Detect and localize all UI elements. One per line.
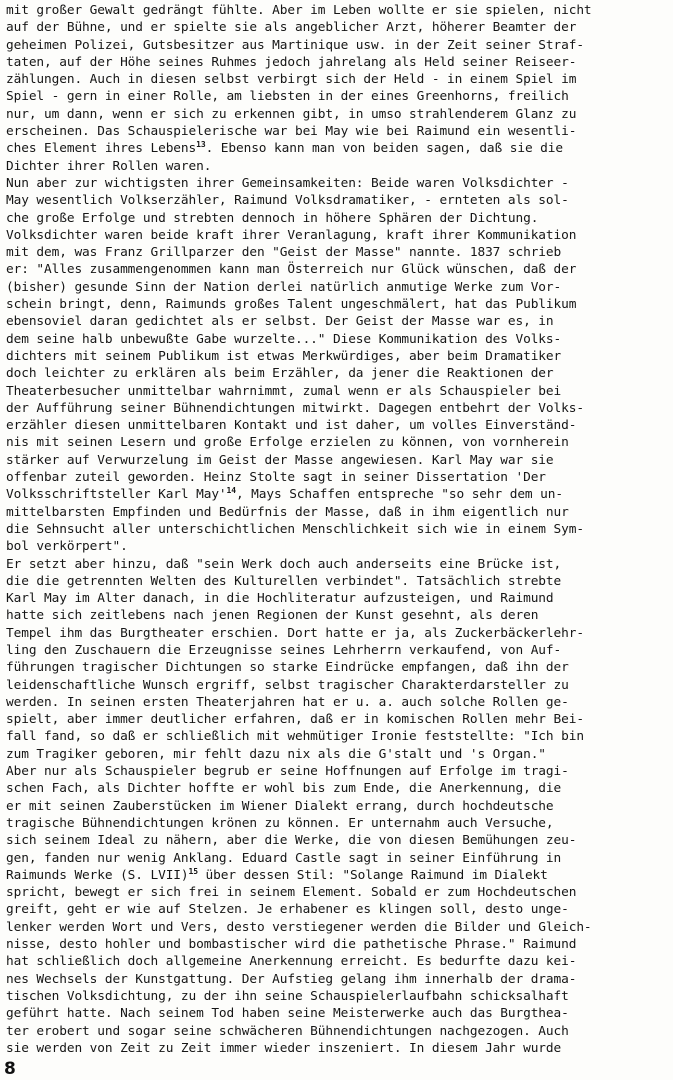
text-line	[6, 867, 670, 884]
text-segment: ches Element ihres Lebens	[6, 141, 197, 157]
text-line: (bisher) gesunde Sinn der Nation derlei natürlich anmutige Werke zum Vor-	[6, 279, 562, 295]
text-line: ter erobert und sogar seine schwächeren Bühnendichtungen nachgezogen. Auch	[6, 1023, 569, 1039]
text-line: nes Wechsels der Kunstgattung. Der Aufstieg gelang ihm innerhalb der drama-	[6, 971, 577, 987]
text-line: ebensoviel daran gedichtet als er selbst. Der Geist der Masse war es, in	[6, 314, 554, 330]
text-line: leidenschaftliche Wunsch ergriff, selbst tragischer Charakterdarsteller zu	[6, 677, 569, 693]
text-line: geheimen Polizei, Gutsbesitzer aus Martinique usw. in der Zeit seiner Straf-	[6, 37, 584, 53]
text-line: lenker werden Wort und Vers, desto verstiegener werden die Bilder und Gleich-	[6, 919, 592, 935]
text-line	[6, 140, 670, 157]
text-line: geführt hatte. Nach seinem Tod haben seine Meisterwerke auch das Burgthea-	[6, 1006, 569, 1022]
text-line: Dichter ihrer Rollen waren.	[6, 158, 212, 174]
text-segment: Volksschriftsteller Karl May'	[6, 487, 227, 503]
text-line: schein bringt, denn, Raimunds großes Talent ungeschmälert, hat das Publikum	[6, 297, 577, 313]
text-line: mit großer Gewalt gedrängt fühlte. Aber im Leben wollte er sie spielen, nicht	[6, 3, 592, 18]
text-line: spricht, bewegt er sich frei in seinem Element. Sobald er zum Hochdeutschen	[6, 885, 577, 901]
text-line: ling den Zuschauern die Erzeugnisse seines Lehrherrn verkaufend, von Auf-	[6, 642, 562, 658]
text-segment: Raimunds Werke (S. LVII)	[6, 867, 189, 883]
text-segment: über dessen Stil: "Solange Raimund im Dialekt	[197, 867, 548, 883]
body-text	[6, 2, 670, 1057]
text-line: hatte sich zeitlebens nach jenen Regionen der Kunst gesehnt, als deren	[6, 608, 539, 624]
text-line: doch leichter zu erklären als beim Erzähler, da jener die Reaktionen der	[6, 366, 554, 382]
text-line: erzähler diesen unmittelbaren Kontakt und ist daher, um volles Einverständ-	[6, 418, 577, 434]
text-line: Spiel - gern in einer Rolle, am liebsten in der eines Greenhorns, freilich	[6, 89, 569, 105]
text-line: tischen Volksdichtung, zu der ihn seine Schauspielerlaufbahn schicksalhaft	[6, 988, 569, 1004]
text-line: Tempel ihm das Burgtheater erschien. Dort hatte er ja, als Zuckerbäckerlehr-	[6, 625, 584, 641]
footnote-marker: 15	[188, 866, 198, 876]
text-segment: . Ebenso kann man von beiden sagen, daß sie die	[205, 141, 563, 157]
text-line	[6, 486, 670, 503]
text-line: die Sehnsucht aller unterschichtlichen Menschlichkeit sich wie in einem Sym-	[6, 521, 584, 537]
text-line: tragische Bühnendichtungen krönen zu können. Er unternahm auch Versuche,	[6, 815, 554, 831]
text-line: zum Tragiker geboren, mir fehlt dazu nix als die G'stalt und 's Organ."	[6, 746, 546, 762]
text-line: dichters mit seinem Publikum ist etwas Merkwürdiges, aber beim Dramatiker	[6, 348, 562, 364]
text-line: offenbar zuteil geworden. Heinz Stolte sagt in seiner Dissertation 'Der	[6, 470, 546, 486]
text-line: sich seinem Ideal zu nähern, aber die Werke, die von diesen Bemühungen zeu-	[6, 833, 577, 849]
text-line: hat schließlich doch allgemeine Anerkennung erreicht. Es bedurfte dazu kei-	[6, 954, 577, 970]
text-line: Karl May im Alter danach, in die Hochliteratur aufzusteigen, und Raimund	[6, 591, 554, 607]
text-line: stärker auf Verwurzelung im Geist der Masse angewiesen. Karl May war sie	[6, 452, 554, 468]
text-line: schen Fach, als Dichter hoffte er wohl bis zum Ende, die Anerkennung, die	[6, 781, 562, 797]
text-line: spielt, aber immer deutlicher erfahren, daß er in komischen Rollen mehr Bei-	[6, 712, 584, 728]
text-line: er: "Alles zusammengenommen kann man Österreich nur Glück wünschen, daß der	[6, 262, 577, 278]
text-line: dem seine halb unbewußte Gabe wurzelte..." Diese Kommunikation des Volks-	[6, 331, 562, 347]
footnote-marker: 14	[226, 486, 236, 496]
text-line: zählungen. Auch in diesen selbst verbirgt sich der Held - in einem Spiel im	[6, 72, 577, 88]
text-line: nis mit seinen Lesern und große Erfolge erzielen zu können, von vornherein	[6, 435, 569, 451]
text-line: nisse, desto hohler und bombastischer wird die pathetische Phrase." Raimund	[6, 937, 577, 953]
text-line: nur, um dann, wenn er sich zu erkennen gibt, in umso strahlenderem Glanz zu	[6, 106, 577, 122]
text-segment: , Mays Schaffen entspreche "so sehr dem un-	[235, 487, 563, 503]
text-line: führungen tragischer Dichtungen so starke Eindrücke empfangen, daß ihn der	[6, 660, 569, 676]
text-line: der Aufführung seiner Bühnendichtungen mitwirkt. Dagegen entbehrt der Volks-	[6, 400, 584, 416]
text-line: bol verkörpert".	[6, 539, 128, 555]
text-line: May wesentlich Volkserzähler, Raimund Volksdramatiker, - ernteten als sol-	[6, 193, 569, 209]
text-line: er mit seinen Zauberstücken im Wiener Dialekt errang, durch hochdeutsche	[6, 798, 554, 814]
text-line: che große Erfolge und strebten dennoch in höhere Sphären der Dichtung.	[6, 210, 539, 226]
text-line: auf der Bühne, und er spielte sie als angeblicher Arzt, höherer Beamter der	[6, 20, 577, 36]
page-number: 8	[4, 1059, 16, 1079]
text-line: mittelbarsten Empfinden und Bedürfnis der Masse, daß in ihm eigentlich nur	[6, 504, 569, 520]
text-line: Theaterbesucher unmittelbar wahrnimmt, zumal wenn er als Schauspieler bei	[6, 383, 562, 399]
text-line: gen, fanden nur wenig Anklang. Eduard Castle sagt in seiner Einführung in	[6, 850, 562, 866]
text-line: sie werden von Zeit zu Zeit immer wieder inszeniert. In diesem Jahr wurde	[6, 1040, 562, 1056]
text-line: Nun aber zur wichtigsten ihrer Gemeinsamkeiten: Beide waren Volksdichter -	[6, 175, 569, 191]
text-line: taten, auf der Höhe seines Ruhmes jedoch jahrelang als Held seiner Reiseer-	[6, 54, 577, 70]
text-line: fall fand, so daß er schließlich mit wehmütiger Ironie feststellte: "Ich bin	[6, 729, 584, 745]
text-line: Aber nur als Schauspieler begrub er seine Hoffnungen auf Erfolge im tragi-	[6, 764, 569, 780]
text-line: die die getrennten Welten des Kulturellen verbindet". Tatsächlich strebte	[6, 573, 562, 589]
text-line: Volksdichter waren beide kraft ihrer Veranlagung, kraft ihrer Kommunikation	[6, 227, 577, 243]
text-line: mit dem, was Franz Grillparzer den "Geist der Masse" nannte. 1837 schrieb	[6, 245, 562, 261]
text-line: erscheinen. Das Schauspielerische war bei May wie bei Raimund ein wesentli-	[6, 124, 577, 140]
footnote-marker: 13	[196, 140, 206, 150]
text-line: werden. In seinen ersten Theaterjahren hat er u. a. auch solche Rollen ge-	[6, 694, 569, 710]
text-line: Er setzt aber hinzu, daß "sein Werk doch auch anderseits eine Brücke ist,	[6, 556, 562, 572]
text-line: greift, geht er wie auf Stelzen. Je erhabener es klingen soll, desto unge-	[6, 902, 569, 918]
